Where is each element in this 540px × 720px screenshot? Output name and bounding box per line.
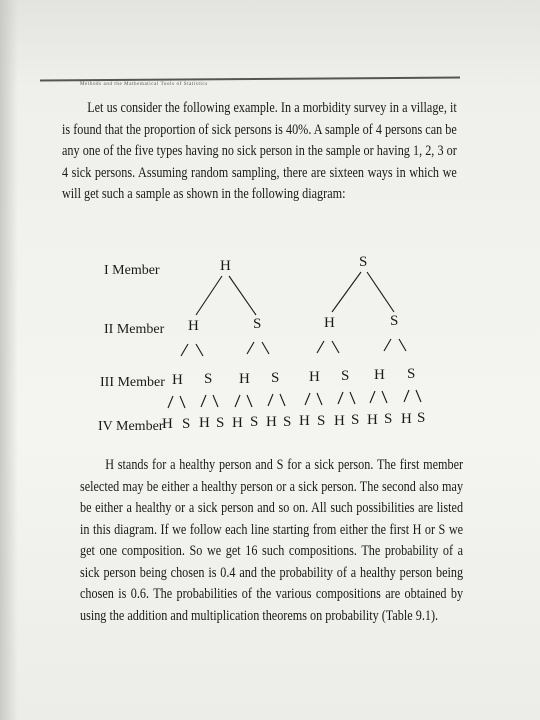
tree-branch: [196, 276, 222, 315]
tree-node-l1-0: H: [220, 258, 231, 274]
tree-node-l4-14: H: [401, 411, 412, 427]
tree-node-l3-1: S: [204, 371, 213, 387]
tree-node-l3-6: H: [374, 367, 385, 383]
level-label-2: II Member: [104, 322, 165, 337]
tree-branch: [280, 394, 285, 406]
tree-branch: [181, 344, 188, 356]
tree-branch: [384, 339, 391, 351]
tree-branch: [268, 394, 273, 406]
tree-branch: [213, 395, 218, 407]
tree-node-l4-3: S: [216, 415, 225, 431]
tree-branch: [196, 344, 203, 356]
tree-node-l2-0: H: [188, 318, 199, 334]
tree-node-l2-2: H: [324, 315, 335, 331]
tree-branch: [399, 339, 406, 351]
tree-branch: [235, 395, 240, 407]
tree-node-l4-1: S: [182, 416, 191, 432]
tree-branch: [338, 392, 343, 404]
tree-node-l4-7: S: [283, 414, 292, 430]
tree-node-l4-8: H: [299, 413, 310, 429]
tree-node-l4-4: H: [232, 415, 243, 431]
tree-branch: [180, 396, 185, 408]
tree-node-l4-10: H: [334, 413, 345, 429]
tree-node-l4-11: S: [351, 412, 360, 428]
tree-branch: [247, 395, 252, 407]
level-label-4: IV Member: [98, 419, 164, 434]
tree-node-l3-3: S: [271, 370, 280, 386]
tree-branch: [317, 341, 324, 353]
tree-node-l3-7: S: [407, 366, 416, 382]
tree-node-l4-5: S: [250, 414, 259, 430]
tree-node-l4-15: S: [417, 410, 426, 426]
tree-branch: [382, 391, 387, 403]
tree-branch: [350, 392, 355, 404]
tree-branch: [332, 341, 339, 353]
level-label-3: III Member: [100, 375, 165, 390]
tree-branch: [247, 342, 254, 354]
tree-node-l4-0: H: [162, 416, 173, 432]
tree-branch: [370, 391, 375, 403]
tree-branch: [229, 276, 256, 315]
tree-branch: [416, 390, 421, 402]
tree-node-l2-1: S: [253, 316, 262, 332]
tree-node-l4-2: H: [199, 415, 210, 431]
paragraph-explanation: H stands for a healthy person and S for a sick person. The first member selected may be either a healthy person or a sick person. The second also may be either a healthy or a sick person and so on. All such possibilities are listed in this diagram. If we follow each line starting from either the first H or S we get one composition. So we get 16 such compositions. The probability of a sick person being chosen is 0.4 and the probability of a healthy person being chosen is 0.6. The probabilities of the various compositions are obtained by using the addition and multiplication theorems on probability (Table 9.1).: [80, 457, 464, 624]
tree-node-l1-1: S: [359, 254, 368, 270]
tree-branch: [168, 396, 173, 408]
tree-branch: [305, 393, 310, 405]
tree-branch: [317, 393, 322, 405]
tree-node-l3-0: H: [172, 372, 183, 388]
tree-node-l4-6: H: [266, 414, 277, 430]
tree-node-l4-9: S: [317, 413, 326, 429]
tree-node-l2-3: S: [390, 313, 399, 329]
paragraph-intro: Let us consider the following example. In a morbidity survey in a village, it is found that the proportion of sick persons is 40%. A sample of 4 persons can be any one of the five types having no sick person in the sample or having 1, 2, 3 or 4 sick persons. Assuming random sampling, there are sixteen ways in which we will get such a sample as shown in the following diagram:: [62, 100, 457, 202]
tree-branch: [332, 272, 361, 312]
tree-node-l3-4: H: [309, 369, 320, 385]
tree-branch: [367, 272, 394, 312]
tree-node-l4-12: H: [367, 412, 378, 428]
tree-node-l3-5: S: [341, 368, 350, 384]
running-head: Methods and the Mathematical Tools of Statistics: [80, 82, 208, 87]
tree-branch: [404, 390, 409, 402]
tree-branch: [201, 395, 206, 407]
tree-node-l3-2: H: [239, 371, 250, 387]
tree-node-l4-13: S: [384, 411, 393, 427]
tree-branch: [262, 342, 269, 354]
level-label-1: I Member: [104, 263, 160, 278]
